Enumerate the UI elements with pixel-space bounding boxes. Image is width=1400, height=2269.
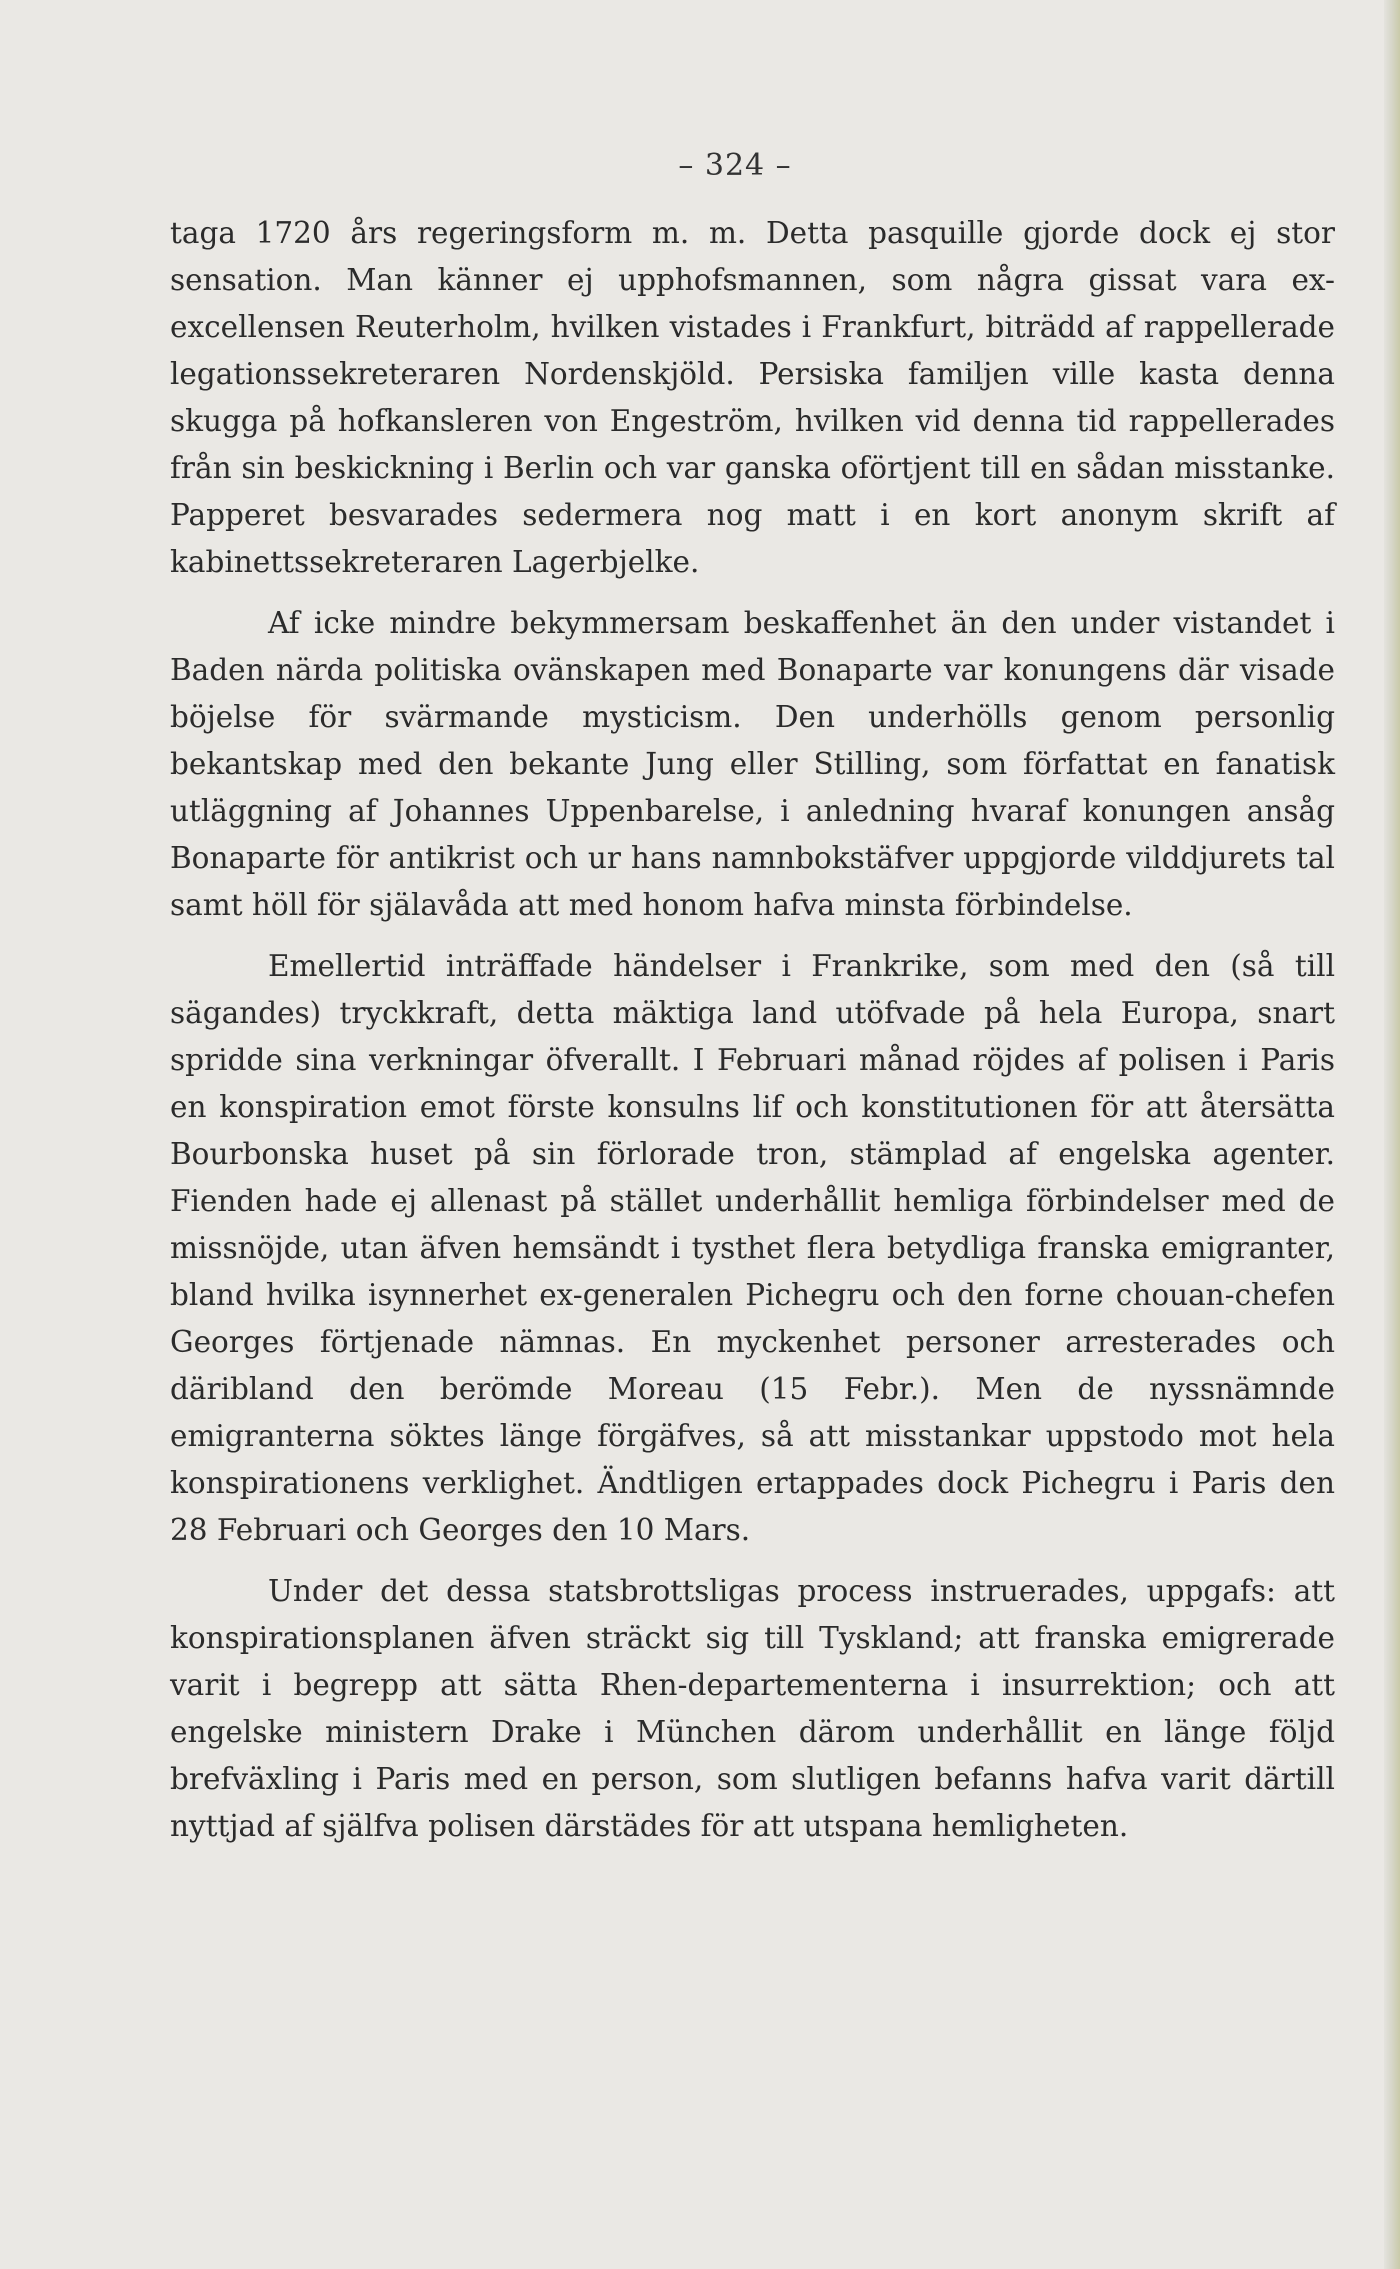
body-text: [170, 210, 1335, 1850]
paragraph-4: Under det dessa statsbrottsligas process instruerades, uppgafs: att konspirationsplanen äfven sträckt sig till Tyskland; att franska emigrerade varit i begrepp att sätta Rhen-departementerna i insurrektion; och att engelske ministern Drake i München därom underhållit en länge följd brefväxling i Paris med en person, som slutligen befanns hafva varit därtill nyttjad af själfva polisen därstädes för att utspana hemligheten.: [170, 1574, 1335, 1843]
paragraph-3: Emellertid inträffade händelser i Frankrike, som med den (så till sägandes) tryckkraft, detta mäktiga land utöfvade på hela Europa, snart spridde sina verkningar öfverallt. I Februari månad röjdes af polisen i Paris en konspiration emot förste konsulns lif och konstitutionen för att återsätta Bourbonska huset på sin förlorade tron, stämplad af engelska agenter. Fienden hade ej allenast på stället underhållit hemliga förbindelser med de missnöjde, utan äfven hemsändt i tysthet flera betydliga franska emigranter, bland hvilka isynnerhet ex-generalen Pichegru och den forne chouan-chefen Georges förtjenade nämnas. En myckenhet personer arresterades och däribland den berömde Moreau (15 Febr.). Men de nyssnämnde emigranterna söktes länge förgäfves, så att misstankar uppstodo mot hela konspirationens verklighet. Ändtligen ertappades dock Pichegru i Paris den 28 Februari och Georges den 10 Mars.: [170, 949, 1335, 1547]
page-edge: [1384, 0, 1400, 2269]
page-number: – 324 –: [678, 148, 792, 183]
paragraph-1: taga 1720 års regeringsform m. m. Detta pasquille gjorde dock ej stor sensation. Man känner ej upphofsmannen, som några gissat vara ex-excellensen Reuterholm, hvilken vistades i Frankfurt, biträdd af rappellerade legationssekreteraren Nordenskjöld. Persiska familjen ville kasta denna skugga på hofkansleren von Engeström, hvilken vid denna tid rappellerades från sin beskickning i Berlin och var ganska oförtjent till en sådan misstanke. Papperet besvarades sedermera nog matt i en kort anonym skrift af kabinettssekreteraren Lagerbjelke.: [170, 216, 1335, 579]
paragraph-2: Af icke mindre bekymmersam beskaffenhet än den under vistandet i Baden närda politiska ovänskapen med Bonaparte var konungens där visade böjelse för svärmande mysticism. Den underhölls genom personlig bekantskap med den bekante Jung eller Stilling, som författat en fanatisk utläggning af Johannes Uppenbarelse, i anledning hvaraf konungen ansåg Bonaparte för antikrist och ur hans namnbokstäfver uppgjorde vilddjurets tal samt höll för själavåda att med honom hafva minsta förbindelse.: [170, 606, 1335, 922]
